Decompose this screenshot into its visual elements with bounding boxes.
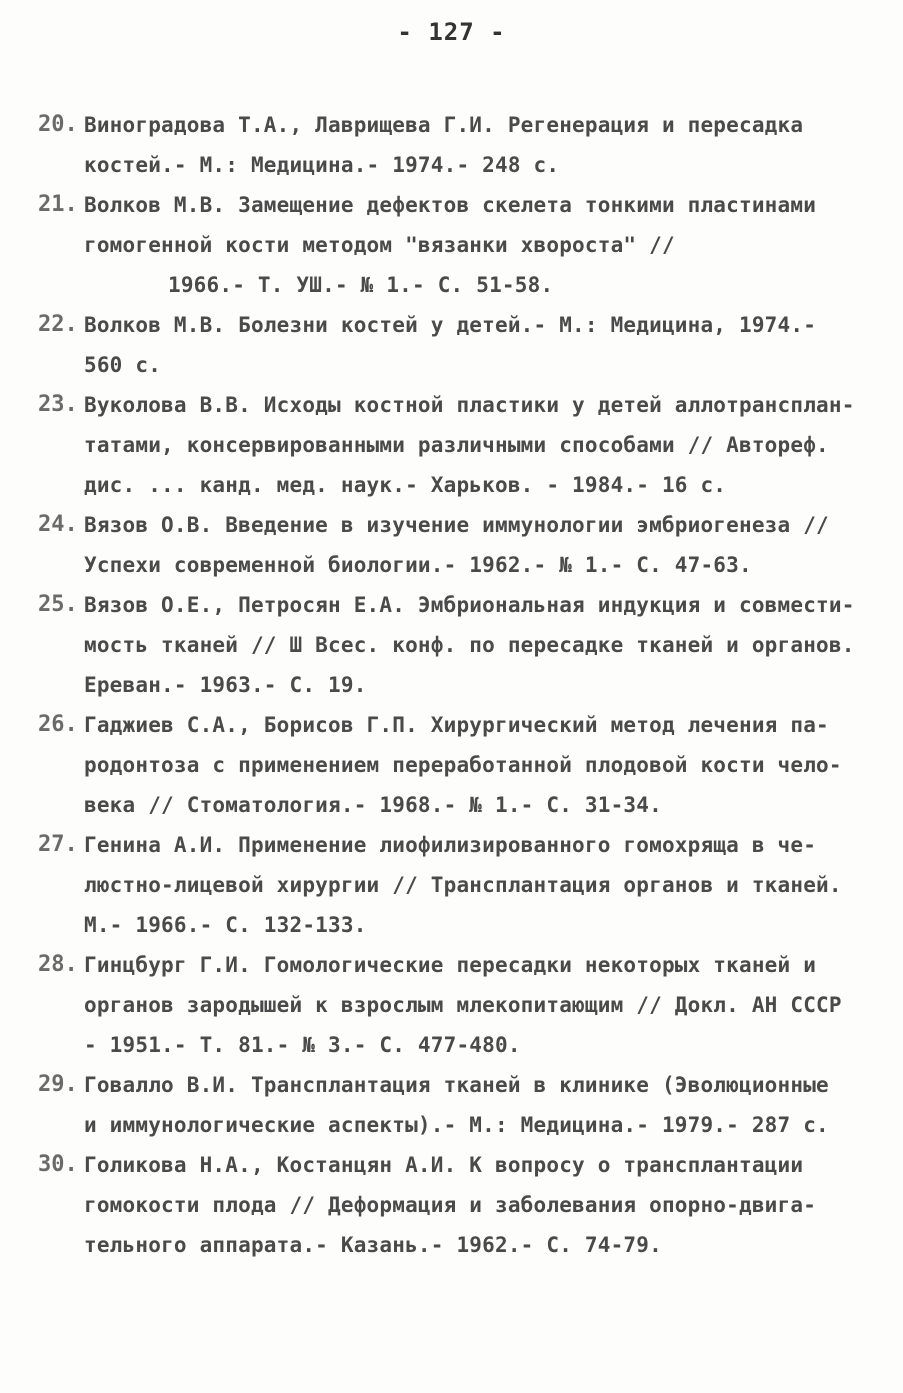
reference-item — [38, 505, 888, 585]
reference-number: 30. — [38, 1152, 78, 1177]
reference-item — [38, 825, 888, 945]
reference-number: 26. — [38, 712, 78, 737]
reference-number: 28. — [38, 952, 78, 977]
reference-item — [38, 945, 888, 1065]
reference-line: Волков М.В. Замещение дефектов скелета тонкими пластинами — [84, 193, 817, 217]
reference-number: 24. — [38, 512, 78, 537]
reference-item — [38, 585, 888, 705]
reference-line: века // Стоматология.- 1968.- № 1.- С. 31-34. — [84, 793, 662, 817]
reference-number: 29. — [38, 1072, 78, 1097]
reference-item — [38, 705, 888, 825]
reference-line: костей.- М.: Медицина.- 1974.- 248 с. — [84, 153, 560, 177]
reference-line: Успехи современной биологии.- 1962.- № 1.- С. 47-63. — [84, 553, 752, 577]
reference-line: - 1951.- Т. 81.- № 3.- С. 477-480. — [84, 1033, 521, 1057]
reference-line: Голикова Н.А., Костанцян А.И. К вопросу о трансплантации — [84, 1153, 804, 1177]
reference-item — [38, 385, 888, 505]
reference-line: органов зародышей к взрослым млекопитающим // Докл. АН СССР — [84, 993, 842, 1017]
reference-line: и иммунологические аспекты).- М.: Медицина.- 1979.- 287 с. — [84, 1113, 829, 1137]
reference-item — [38, 305, 888, 385]
page-number: - 127 - — [397, 18, 506, 46]
reference-line: тельного аппарата.- Казань.- 1962.- С. 74-79. — [84, 1233, 662, 1257]
reference-number: 23. — [38, 392, 78, 417]
reference-line: Гинцбург Г.И. Гомологические пересадки некоторых тканей и — [84, 953, 817, 977]
reference-line: Гаджиев С.А., Борисов Г.П. Хирургический метод лечения па- — [84, 713, 829, 737]
reference-line: Ереван.- 1963.- С. 19. — [84, 673, 367, 697]
reference-list — [38, 105, 888, 1265]
reference-line: 560 с. — [84, 353, 162, 377]
reference-line: Генина А.И. Применение лиофилизированного гомохряща в че- — [84, 833, 817, 857]
reference-line: гомокости плода // Деформация и заболевания опорно-двига- — [84, 1193, 817, 1217]
reference-line: М.- 1966.- С. 132-133. — [84, 913, 367, 937]
reference-line: Говалло В.И. Трансплантация тканей в клинике (Эволюционные — [84, 1073, 829, 1097]
reference-line: Вязов О.Е., Петросян Е.А. Эмбриональная индукция и совмести- — [84, 593, 855, 617]
reference-item — [38, 105, 888, 185]
reference-line: дис. ... канд. мед. наук.- Харьков. - 1984.- 16 с. — [84, 473, 727, 497]
reference-number: 25. — [38, 592, 78, 617]
reference-line: татами, консервированными различными способами // Автореф. — [84, 433, 829, 457]
reference-number: 22. — [38, 312, 78, 337]
reference-line: Вуколова В.В. Исходы костной пластики у детей аллотрансплан- — [84, 393, 855, 417]
reference-item — [38, 1145, 888, 1265]
reference-item — [38, 185, 888, 305]
reference-number: 20. — [38, 112, 78, 137]
reference-number: 27. — [38, 832, 78, 857]
reference-line: Волков М.В. Болезни костей у детей.- М.: Медицина, 1974.- — [84, 313, 817, 337]
reference-line: мость тканей // Ш Всес. конф. по пересадке тканей и органов. — [84, 633, 855, 657]
reference-line: люстно-лицевой хирургии // Трансплантация органов и тканей. — [84, 873, 842, 897]
reference-line: Виноградова Т.А., Лаврищева Г.И. Регенерация и пересадка — [84, 113, 804, 137]
reference-line: родонтоза с применением переработанной плодовой кости чело- — [84, 753, 842, 777]
reference-line: 1966.- Т. УШ.- № 1.- С. 51-58. — [168, 273, 554, 297]
reference-item — [38, 1065, 888, 1145]
reference-line: гомогенной кости методом "вязанки хвороста" // — [84, 233, 675, 257]
reference-line: Вязов О.В. Введение в изучение иммунологии эмбриогенеза // — [84, 513, 829, 537]
reference-number: 21. — [38, 192, 78, 217]
